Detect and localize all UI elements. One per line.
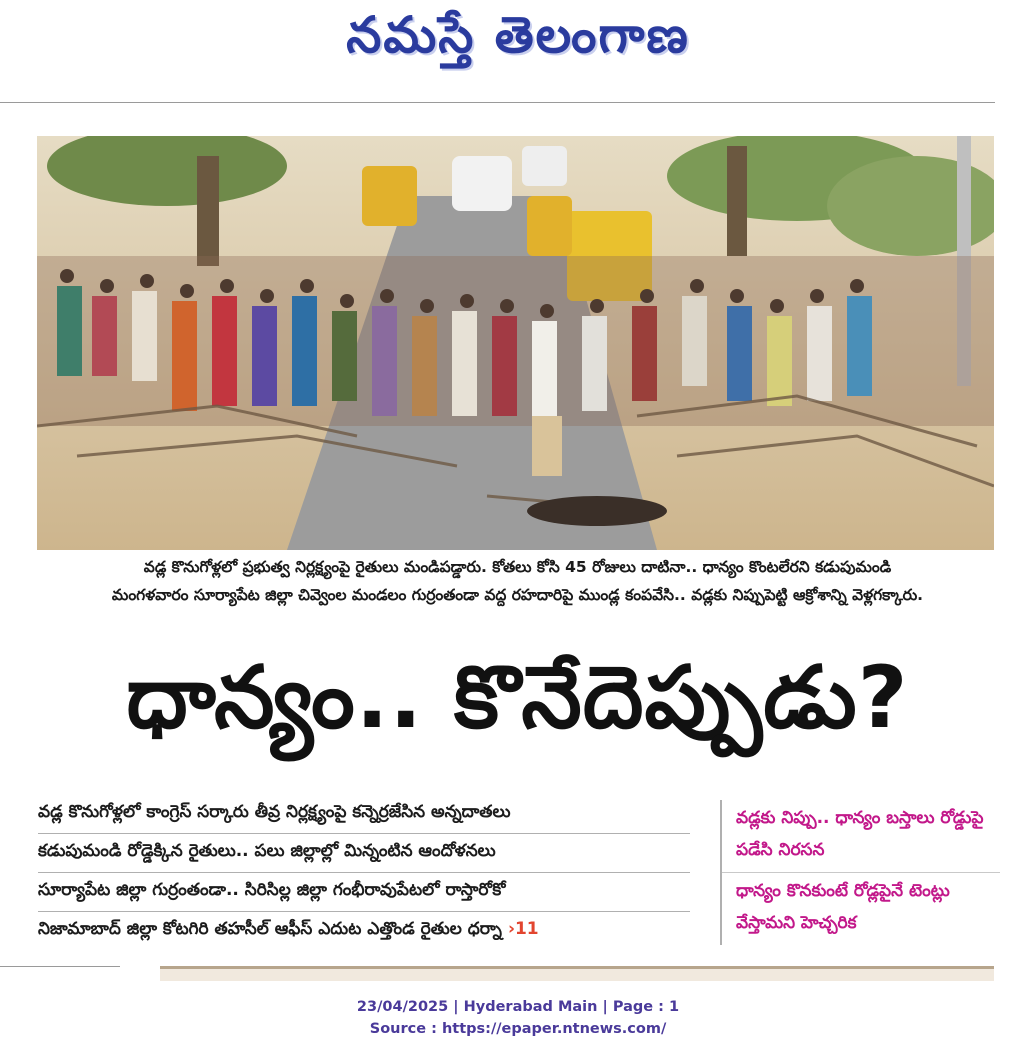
continue-arrow-icon: › — [507, 919, 515, 939]
newspaper-logo[interactable]: నమస్తే తెలంగాణ — [346, 6, 690, 64]
highlights-box — [720, 800, 1000, 945]
next-article-strip — [160, 966, 994, 981]
news-photo — [37, 136, 994, 550]
source-link[interactable]: Source : https://epaper.ntnews.com/ — [369, 1021, 667, 1037]
continued-page-link[interactable]: 11 — [514, 919, 539, 939]
masthead — [0, 0, 1036, 100]
protest-photo-illustration — [37, 136, 994, 550]
highlight-item: ధాన్యం కొనకుంటే రోడ్లపైనే టెంట్లు వేస్తామని హెచ్చరిక — [722, 872, 1000, 945]
subheadline-list — [38, 795, 690, 950]
masthead-divider — [0, 102, 995, 103]
subheadline: వడ్ల కొనుగోళ్లలో కాంగ్రెస్ సర్కారు తీవ్ర నిర్లక్ష్యంపై కన్నెర్రజేసిన అన్నదాతలు — [38, 795, 690, 834]
photo-caption — [40, 553, 995, 609]
subheadline: కడుపుమండి రోడ్డెక్కిన రైతులు.. పలు జిల్లాల్లో మిన్నంటిన ఆందోళనలు — [38, 834, 690, 873]
main-headline[interactable]: ధాన్యం.. కొనేదెప్పుడు? — [126, 648, 909, 748]
subheadline: నిజామాబాద్ జిల్లా కోటగిరి తహసీల్ ఆఫీస్ ఎదుట ఎత్తొండ రైతుల ధర్నా ›11 — [38, 919, 539, 939]
page-footer — [0, 996, 1036, 1040]
highlight-item: వడ్లకు నిప్పు.. ధాన్యం బస్తాలు రోడ్డుపై పడేసి నిరసన — [736, 808, 984, 860]
subheadline: సూర్యాపేట జిల్లా గుర్రంతండా.. సిరిసిల్ల జిల్లా గంభీరావుపేటలో రాస్తారోకో — [38, 873, 690, 912]
caption-line: మంగళవారం సూర్యాపేట జిల్లా చివ్వెంల మండలం గుర్రంతండా వద్ద రహదారిపై ముండ్ల కంపవేసి.. వడ్లకు నిప్పుపెట్టి ఆక్రోశాన్ని వెళ్లగక్కారు. — [111, 586, 924, 604]
edition-info: 23/04/2025 | Hyderabad Main | Page : 1 — [356, 999, 680, 1015]
caption-line: వడ్ల కొనుగోళ్లలో ప్రభుత్వ నిర్లక్ష్యంపై రైతులు మండిపడ్డారు. కోతలు కోసి 45 రోజులు దాటినా.. ధాన్యం కొంటలేరని కడుపుమండి — [143, 558, 892, 576]
bottom-divider — [0, 966, 120, 967]
